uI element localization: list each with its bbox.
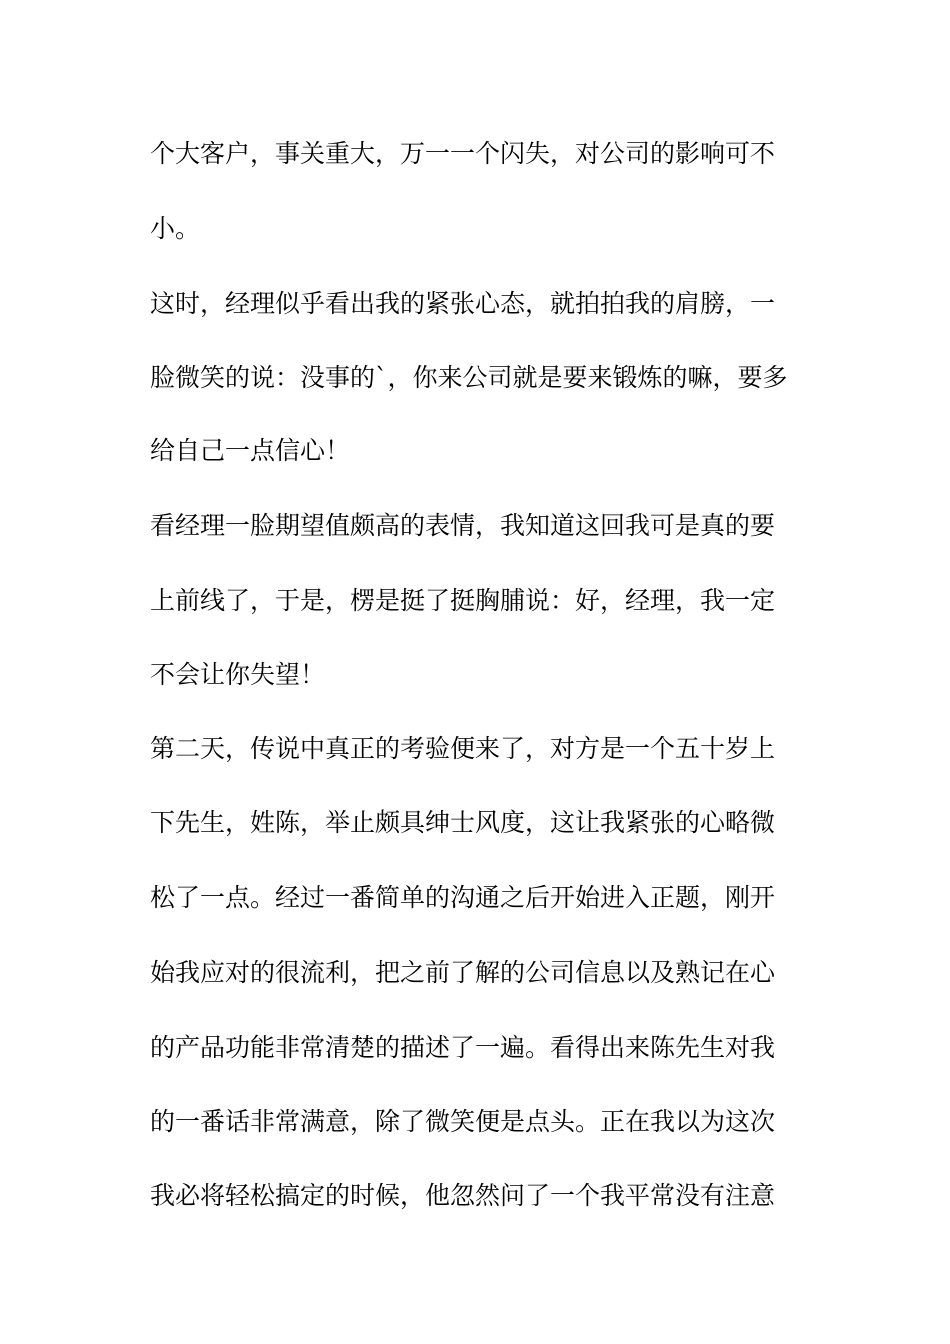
text-line: 下先生，姓陈，举止颇具绅士风度，这让我紧张的心略微 [150,808,776,837]
text-line: 给自己一点信心！ [150,436,351,465]
text-line: 上前线了，于是，楞是挺了挺胸脯说：好，经理，我一定 [150,586,776,615]
text-line: 的产品功能非常清楚的描述了一遍。看得出来陈先生对我 [150,1033,776,1062]
text-line: 的一番话非常满意，除了微笑便是点头。正在我以为这次 [150,1107,776,1136]
text-line: 不会让你失望！ [150,660,326,689]
text-line: 脸微笑的说：没事的`，你来公司就是要来锻炼的嘛，要多 [150,363,788,392]
text-line: 始我应对的很流利，把之前了解的公司信息以及熟记在心 [150,958,776,987]
text-line: 小。 [150,214,201,243]
text-line: 看经理一脸期望值颇高的表情，我知道这回我可是真的要 [150,511,776,540]
text-line: 我必将轻松搞定的时候，他忽然问了一个我平常没有注意 [150,1181,776,1210]
text-line: 第二天，传说中真正的考验便来了，对方是一个五十岁上 [150,734,776,763]
text-line: 个大客户，事关重大，万一一个闪失，对公司的影响可不 [150,139,776,168]
text-line: 这时，经理似乎看出我的紧张心态，就拍拍我的肩膀，一 [150,289,776,318]
text-line: 松了一点。经过一番简单的沟通之后开始进入正题，刚开 [150,883,776,912]
